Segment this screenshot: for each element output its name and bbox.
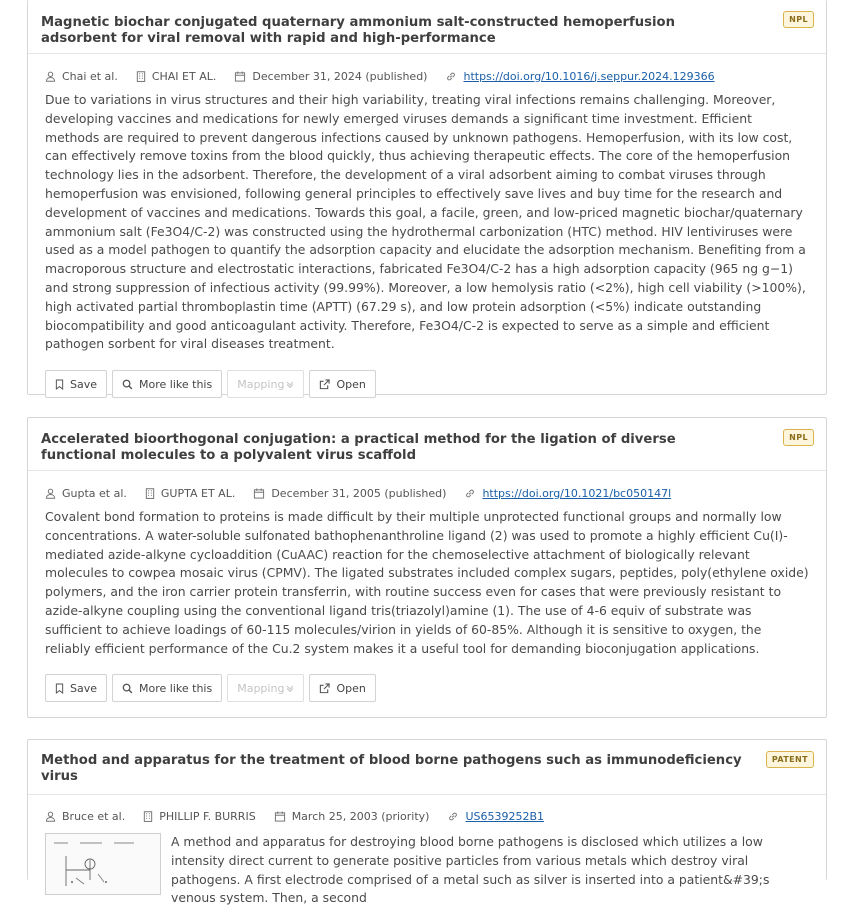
authors-text: Bruce et al. bbox=[62, 809, 126, 823]
mapping-button[interactable] bbox=[227, 674, 304, 702]
abstract-text: A method and apparatus for destroying blood borne pathogens is disclosed which utilizes a low intensity direct current to generate positive particles from various metals which destroy viral pathogens. A first electrode comprised of a metal such as silver is inserted into a patient&#39;s venous system. Then, a second bbox=[171, 834, 770, 906]
search-icon bbox=[122, 379, 133, 390]
building-icon bbox=[136, 71, 146, 82]
user-icon bbox=[45, 488, 56, 499]
link bbox=[464, 487, 671, 500]
more-like-this-button[interactable] bbox=[112, 674, 222, 702]
user-icon bbox=[45, 811, 56, 822]
patent-thumbnail[interactable] bbox=[45, 833, 161, 895]
date bbox=[274, 810, 430, 823]
organization-text: PHILLIP F. BURRIS bbox=[159, 809, 256, 823]
abstract-text: Covalent bond formation to proteins is made difficult by their multiple unprotected functional groups and normally low concentrations. A water-soluble sulfonated bathophenanthroline ligand (2) was used to promote a highly efficient Cu(I)-mediated azide-alkyne cycloaddition (CuAAC) reaction for the chemoselective attachment of biologically relevant molecules to cowpea mosaic virus (CPMV). The ligated substrates included complex sugars, peptides, poly(ethylene oxide) polymers, and the iron carrier protein transferrin, with routine success even for cases that were previously resistant to azide-alkyne coupling using the conventional ligand tris(triazolyl)amine (1). The use of 4-6 equiv of substrate was sufficient to achieve loadings of 60-115 molecules/virion in yields of 60-85%. Although it is sensitive to oxygen, the reliably efficient performance of the Cu.2 system makes it a useful tool for demanding bioconjugation applications. bbox=[45, 509, 809, 656]
authors-text: Chai et al. bbox=[62, 69, 118, 83]
bookmark-icon bbox=[55, 379, 64, 390]
link bbox=[447, 810, 544, 823]
save-button[interactable] bbox=[45, 370, 107, 398]
result-meta bbox=[28, 795, 826, 826]
chevron-down-icon bbox=[286, 684, 294, 692]
authors bbox=[45, 810, 125, 823]
open-label: Open bbox=[336, 681, 366, 695]
organization bbox=[145, 487, 235, 500]
user-icon bbox=[45, 71, 56, 82]
patent-body bbox=[45, 833, 809, 908]
authors bbox=[45, 70, 118, 83]
external-link-icon bbox=[319, 683, 330, 694]
save-label: Save bbox=[70, 681, 98, 695]
action-bar bbox=[28, 354, 826, 398]
organization bbox=[143, 810, 255, 823]
link bbox=[445, 70, 714, 83]
result-title[interactable]: Magnetic biochar conjugated quaternary ammonium salt-constructed hemoperfusion adsorbent for viral removal with rapid and high-performance bbox=[41, 15, 675, 46]
save-label: Save bbox=[70, 377, 98, 391]
building-icon bbox=[145, 488, 155, 499]
date-text: December 31, 2005 (published) bbox=[271, 486, 447, 500]
link-icon bbox=[447, 811, 459, 822]
patent-link[interactable]: US6539252B1 bbox=[465, 809, 545, 823]
date-text: March 25, 2003 (priority) bbox=[291, 809, 430, 823]
organization-text: CHAI ET AL. bbox=[151, 69, 217, 83]
result-card bbox=[27, 0, 827, 395]
mapping-label: Mapping bbox=[237, 377, 285, 391]
more-like-this-button[interactable] bbox=[112, 370, 222, 398]
bookmark-icon bbox=[55, 683, 64, 694]
calendar-icon bbox=[253, 488, 265, 499]
type-badge: PATENT bbox=[766, 751, 814, 768]
result-header bbox=[28, 740, 826, 795]
doi-link[interactable]: https://doi.org/10.1021/bc050147l bbox=[482, 486, 672, 500]
open-button[interactable] bbox=[309, 674, 375, 702]
authors bbox=[45, 487, 127, 500]
result-header bbox=[28, 0, 826, 54]
date bbox=[253, 487, 446, 500]
authors-text: Gupta et al. bbox=[62, 486, 127, 500]
type-badge: NPL bbox=[783, 11, 814, 28]
calendar-icon bbox=[274, 811, 286, 822]
result-card bbox=[27, 417, 827, 718]
abstract-text: Due to variations in virus structures and their high variability, treating viral infections remains challenging. Moreover, developing vaccines and medications for newly emerged viruses demands a significant time investment. Efficient methods are required to prevent dangerous infections caused by unknown pathogens. Hemoperfusion, with its low cost, can effectively remove toxins from the blood quickly, thus achieving therapeutic effects. The core of the hemoperfusion technology lies in the adsorbent. Therefore, the development of a viral adsorbent aiming to combat viruses through hemoperfusion was envisioned, following general principles to effectively save lives and buy time for the research and development of vaccines and medications. Towards this goal, a facile, green, and low-priced magnetic biochar/quaternary ammonium salt (Fe3O4/C-2) was constructed using the hydrothermal carbonization (HTC) method. HIV lentiviruses were used as a model pathogen to quantify the adsorption capacity and elucidate the adsorption mechanism. Benefiting from a macroporous structure and electrostatic interactions, fabricated Fe3O4/C-2 has a high adsorption capacity (965 ng g−1) and strong suppression of infectious activity (99.99%). Moreover, a low hemolysis ratio (<2%), high cell viability (>100%), high activated partial thromboplastin time (APTT) (67.29 s), and low protein adsorption (<5%) indicate outstanding biocompatibility and good anticoagulant activity. Therefore, Fe3O4/C-2 is expected to serve as a simple and efficient pathogen sorbent for viral diseases treatment. bbox=[45, 92, 806, 352]
organization-text: GUPTA ET AL. bbox=[160, 486, 236, 500]
organization bbox=[136, 70, 217, 83]
result-meta bbox=[28, 471, 826, 503]
open-label: Open bbox=[336, 377, 366, 391]
result-card bbox=[27, 739, 827, 906]
type-badge: NPL bbox=[783, 429, 814, 446]
save-button[interactable] bbox=[45, 674, 107, 702]
mapping-label: Mapping bbox=[237, 681, 285, 695]
result-title[interactable]: Accelerated bioorthogonal conjugation: a practical method for the ligation of diverse functional molecules to a polyvalent virus scaffold bbox=[41, 432, 676, 463]
date bbox=[234, 70, 427, 83]
link-icon bbox=[464, 488, 476, 499]
search-icon bbox=[122, 683, 133, 694]
link-icon bbox=[445, 71, 457, 82]
result-header bbox=[28, 418, 826, 471]
calendar-icon bbox=[234, 71, 246, 82]
action-bar bbox=[28, 658, 826, 702]
result-meta bbox=[28, 54, 826, 86]
patent-drawing-icon bbox=[46, 834, 160, 894]
mapping-button[interactable] bbox=[227, 370, 304, 398]
result-title[interactable]: Method and apparatus for the treatment of blood borne pathogens such as immunodeficiency virus bbox=[41, 753, 742, 784]
date-text: December 31, 2024 (published) bbox=[252, 69, 428, 83]
open-button[interactable] bbox=[309, 370, 375, 398]
chevron-down-icon bbox=[286, 380, 294, 388]
external-link-icon bbox=[319, 379, 330, 390]
more-like-this-label: More like this bbox=[139, 681, 213, 695]
more-like-this-label: More like this bbox=[139, 377, 213, 391]
doi-link[interactable]: https://doi.org/10.1016/j.seppur.2024.129366 bbox=[463, 69, 715, 83]
building-icon bbox=[143, 811, 153, 822]
